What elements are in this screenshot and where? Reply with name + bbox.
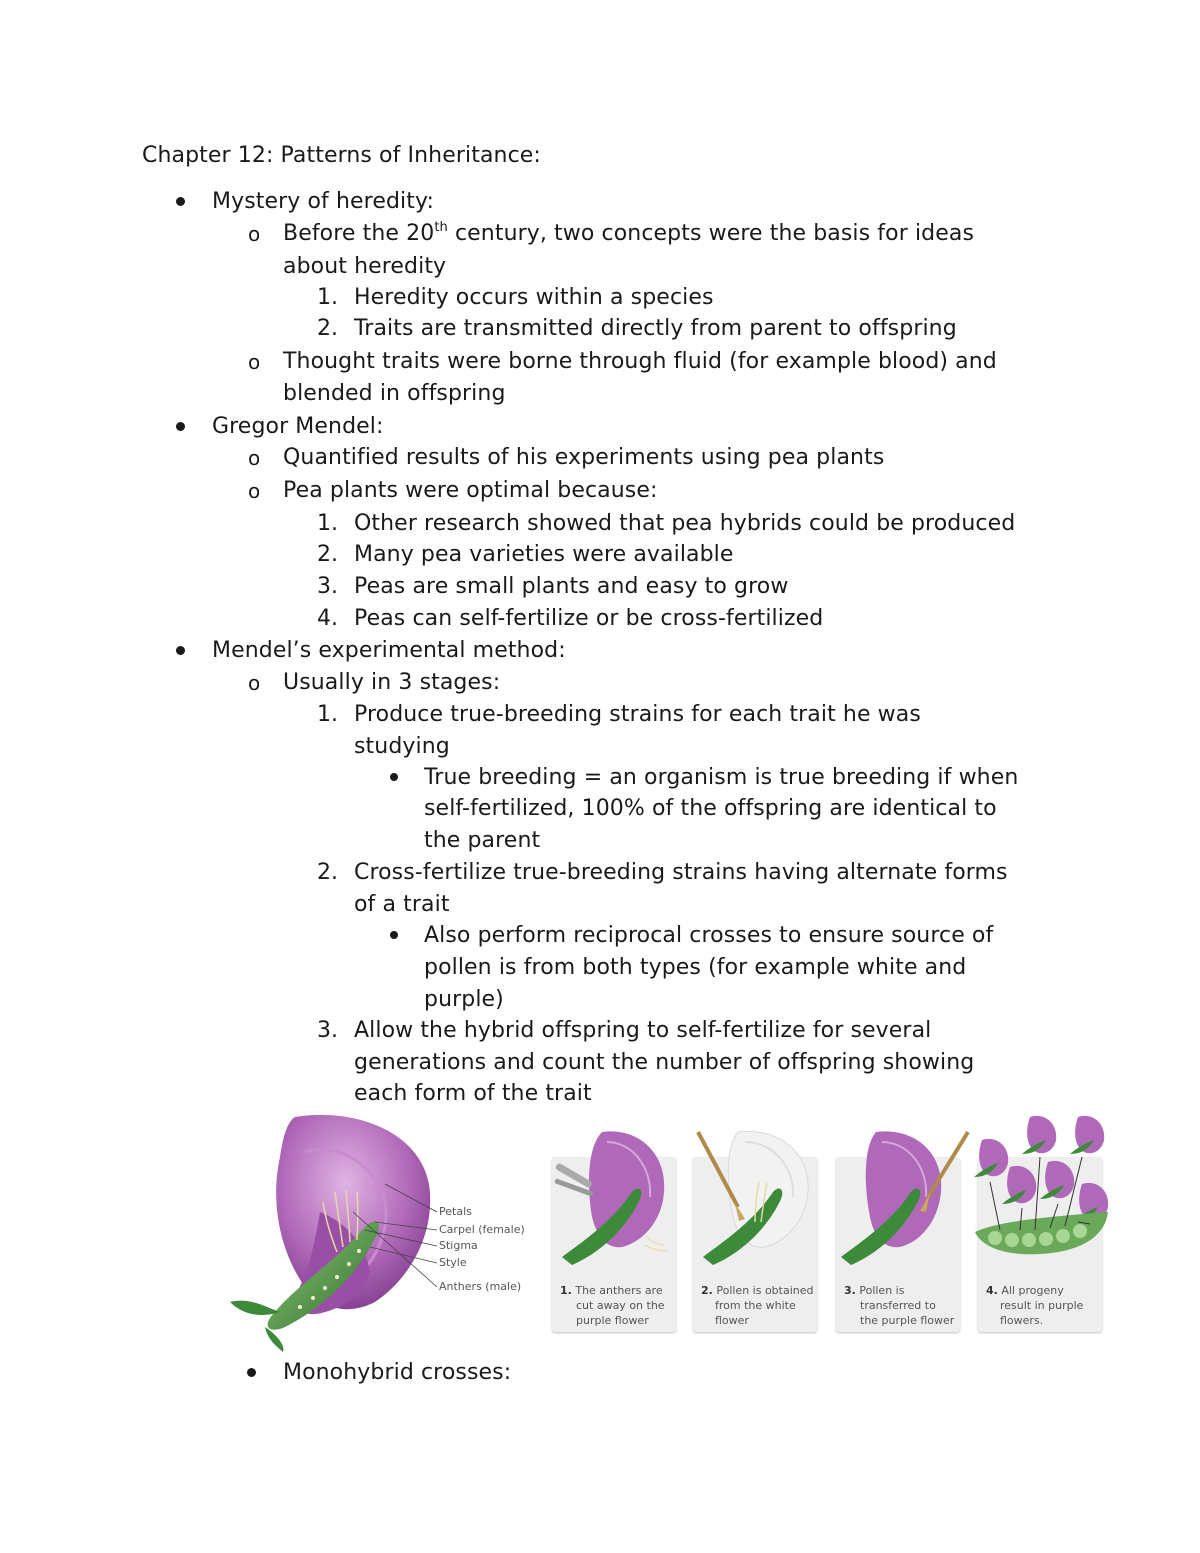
step2-line2: of a trait	[354, 892, 450, 917]
figure-panel-3	[836, 1157, 960, 1332]
mystery-sub2-line1: Thought traits were borne through fluid (for example blood) and	[283, 349, 997, 374]
list-item: Traits are transmitted directly from parent to offspring	[354, 316, 957, 341]
list-item: Heredity occurs within a species	[354, 285, 714, 310]
panel-caption: purple flower	[576, 1314, 649, 1327]
panel-caption: 3. Pollen is	[844, 1284, 905, 1297]
number-marker: 2.	[317, 860, 338, 885]
step1-bullet-line2: self-fertilized, 100% of the offspring are identical to	[424, 796, 997, 821]
panel-caption: 1. The anthers are	[560, 1284, 663, 1297]
mendel-sub1: Quantified results of his experiments using pea plants	[283, 445, 885, 470]
circle-bullet-icon: o	[248, 671, 261, 695]
anthers-removed-illustration	[552, 1127, 676, 1267]
number-marker: 1.	[317, 702, 338, 727]
mystery-sub1-line2: about heredity	[283, 254, 447, 279]
bullet-icon	[390, 931, 398, 939]
panel-caption: flower	[715, 1314, 749, 1327]
bullet-icon	[247, 1368, 256, 1377]
step1-line1: Produce true-breeding strains for each trait he was	[354, 702, 921, 727]
bullet-icon	[390, 773, 398, 781]
panel-caption: transferred to	[860, 1299, 936, 1312]
figure-label: Carpel (female)	[439, 1223, 525, 1236]
step3-line3: each form of the trait	[354, 1081, 592, 1106]
step1-line2: studying	[354, 734, 450, 759]
list-item: Peas are small plants and easy to grow	[354, 574, 789, 599]
pea-flower-figure	[225, 1112, 1115, 1352]
number-marker: 1.	[317, 511, 338, 536]
page-title: Chapter 12: Patterns of Inheritance:	[142, 143, 541, 168]
step1-bullet-line3: the parent	[424, 828, 541, 853]
figure-label: Anthers (male)	[439, 1280, 522, 1293]
number-marker: 2.	[317, 542, 338, 567]
panel-caption: cut away on the	[576, 1299, 665, 1312]
figure-panel-1	[552, 1157, 676, 1332]
mystery-sub1-line1: Before the 20th century, two concepts were the basis for ideas	[283, 220, 975, 246]
progeny-flowers-illustration	[970, 1112, 1115, 1282]
step2-bullet-line3: purple)	[424, 987, 504, 1012]
bullet-icon	[176, 422, 185, 431]
figure-label: Style	[439, 1256, 467, 1269]
step2-bullet-line2: pollen is from both types (for example white and	[424, 955, 967, 980]
heading-monohybrid: Monohybrid crosses:	[283, 1360, 512, 1385]
mystery-sub2-line2: blended in offspring	[283, 381, 506, 406]
figure-panel-2	[693, 1157, 817, 1332]
panel-caption: 2. Pollen is obtained	[701, 1284, 814, 1297]
white-flower-illustration	[693, 1127, 817, 1267]
panel-caption: flowers.	[1000, 1314, 1044, 1327]
number-marker: 2.	[317, 316, 338, 341]
figure-label: Petals	[439, 1205, 472, 1218]
step2-bullet-line1: Also perform reciprocal crosses to ensure source of	[424, 923, 994, 948]
step2-line1: Cross-fertilize true-breeding strains having alternate forms	[354, 860, 1008, 885]
heading-mystery: Mystery of heredity:	[212, 189, 434, 214]
figure-panel-4	[978, 1157, 1102, 1332]
number-marker: 1.	[317, 285, 338, 310]
circle-bullet-icon: o	[248, 222, 261, 246]
panel-caption: 4. All progeny	[986, 1284, 1064, 1297]
circle-bullet-icon: o	[248, 446, 261, 470]
circle-bullet-icon: o	[248, 350, 261, 374]
heading-mendel: Gregor Mendel:	[212, 414, 384, 439]
panel-caption: the purple flower	[860, 1314, 955, 1327]
mendel-sub2: Pea plants were optimal because:	[283, 478, 658, 503]
list-item: Peas can self-fertilize or be cross-fertilized	[354, 606, 824, 631]
figure-label: Stigma	[439, 1239, 478, 1252]
panel-caption: from the white	[715, 1299, 796, 1312]
list-item: Many pea varieties were available	[354, 542, 734, 567]
method-sub1: Usually in 3 stages:	[283, 670, 501, 695]
number-marker: 3.	[317, 1018, 338, 1043]
heading-method: Mendel’s experimental method:	[212, 638, 566, 663]
number-marker: 3.	[317, 574, 338, 599]
bullet-icon	[176, 197, 185, 206]
step1-bullet-line1: True breeding = an organism is true breeding if when	[424, 765, 1019, 790]
list-item: Other research showed that pea hybrids could be produced	[354, 511, 1016, 536]
number-marker: 4.	[317, 606, 338, 631]
pollen-transfer-illustration	[836, 1127, 976, 1267]
step3-line2: generations and count the number of offspring showing	[354, 1050, 975, 1075]
bullet-icon	[176, 646, 185, 655]
circle-bullet-icon: o	[248, 479, 261, 503]
panel-caption: result in purple	[1000, 1299, 1084, 1312]
step3-line1: Allow the hybrid offspring to self-fertilize for several	[354, 1018, 932, 1043]
